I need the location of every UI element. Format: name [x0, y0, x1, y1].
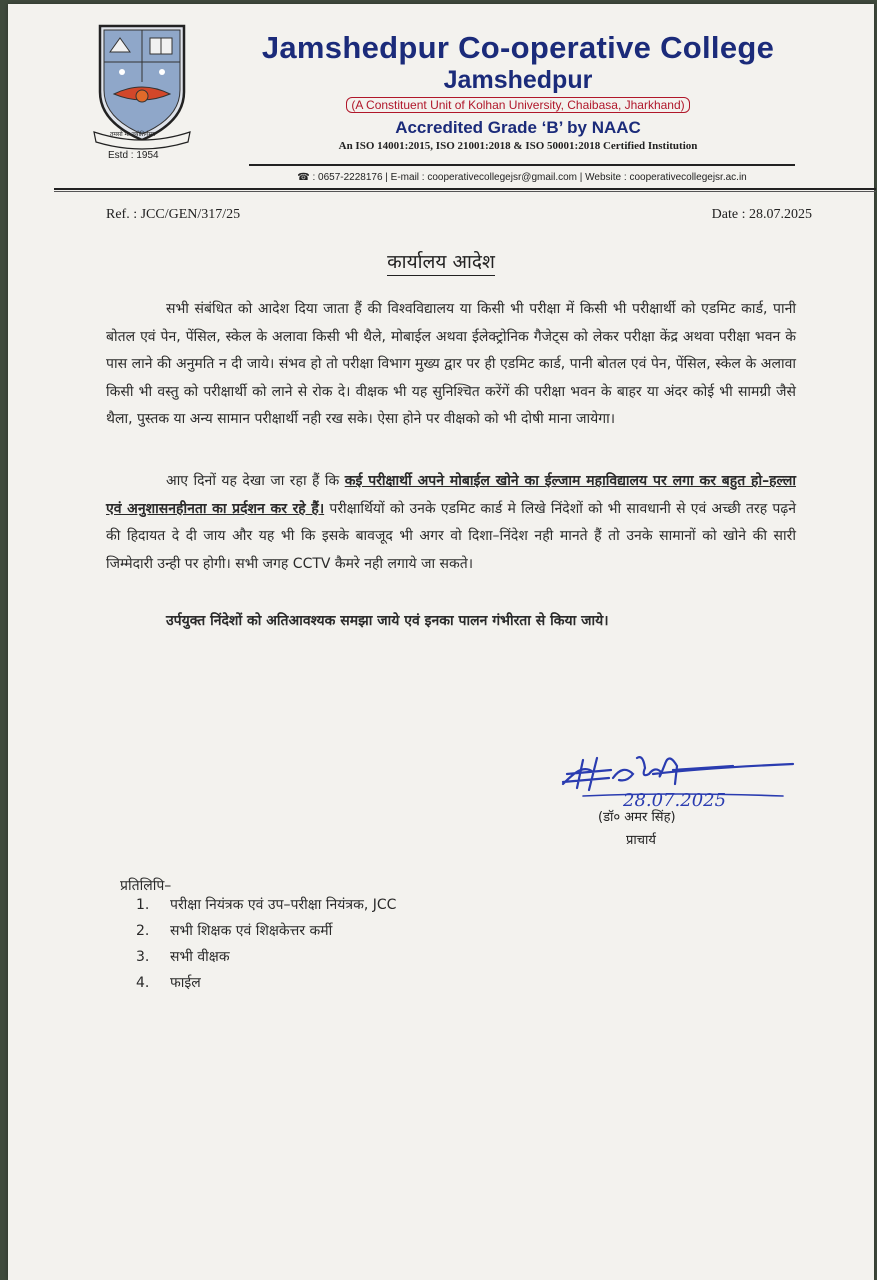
paragraph-2-start: आए दिनों यह देखा जा रहा हैं कि — [166, 473, 345, 489]
copy-to-label: प्रतिलिपि– — [120, 878, 172, 894]
letterhead-title-block — [248, 30, 788, 152]
established-year: Estd : 1954 — [108, 150, 159, 161]
paragraph-3: उर्पयुक्त निंदेशों को अतिआवश्यक समझा जाये एवं इनका पालन गंभीरता से किया जाये। — [166, 613, 609, 629]
order-heading — [8, 248, 874, 274]
iso-certification-text: An ISO 14001:2015, ISO 21001:2018 & ISO 50001:2018 Certified Institution — [338, 140, 698, 152]
letter-page — [8, 4, 874, 1280]
order-heading-text: कार्यालय आदेश — [387, 251, 495, 276]
logo-motto: तमसो मा ज्योतिर्गमय — [110, 131, 156, 138]
signature-image — [553, 744, 803, 814]
college-name: Jamshedpur Co-operative College — [261, 30, 775, 65]
list-item: 2. सभी शिक्षक एवं शिक्षकेत्तर कर्मी — [136, 923, 333, 939]
accreditation-text: Accredited Grade ‘B’ by NAAC — [395, 118, 641, 137]
svg-text:28.07.2025: 28.07.2025 — [623, 790, 727, 811]
college-city: Jamshedpur — [443, 66, 593, 94]
list-item: 4. फाईल — [136, 975, 201, 991]
list-item: 3. सभी वीक्षक — [136, 949, 230, 965]
copy-to-list — [136, 892, 396, 996]
paragraph-2 — [106, 468, 796, 578]
letterhead-rule-thin — [54, 191, 876, 192]
reference-number: Ref. : JCC/GEN/317/25 — [106, 207, 241, 222]
letter-date: Date : 28.07.2025 — [711, 207, 812, 222]
paragraph-2-highlight: कई परीक्षार्थी अपने मोबाईल खोने का ईल्जाम महाविद्यालय पर लगा कर बहुत हो–हल्ला एवं अनुशासनहीनता का प्रर्दशन कर रहे हैं। — [106, 473, 796, 517]
header-divider — [249, 164, 795, 166]
paragraph-2-end: परीक्षार्थियों को उनके एडमिट कार्ड मे लिखे निंदेशों को भी सावधानी से एवं अच्छी तरह पढ़ने की हिदायत दे दी जाय और यह भी कि इसके बावजूद भी अगर वो दिशा–निंदेश नही मानते हैं तो उनके सामानों को खोने की सारी जिम्मेदारी उन्ही पर होगी। सभी जगह CCTV कैमरे नही लगाये जा सकते। — [106, 500, 796, 572]
letterhead-rule — [54, 188, 876, 190]
signatory-name: (डॉ० अमर सिंह) — [598, 810, 676, 825]
contact-line: ☎ : 0657-2228176 | E-mail : cooperativecollegejsr@gmail.com | Website : cooperativecollegejsr.ac.in — [297, 172, 747, 183]
list-item: 1. परीक्षा नियंत्रक एवं उप–परीक्षा नियंत्रक, JCC — [136, 897, 397, 913]
constituent-unit-text: (A Constituent Unit of Kolhan University, Chaibasa, Jharkhand) — [346, 97, 689, 113]
signatory-designation: प्राचार्य — [626, 833, 656, 848]
paragraph-1: सभी संबंधित को आदेश दिया जाता हैं की विश्वविद्यालय या किसी भी परीक्षा में किसी भी परीक्षार्थी को एडमिट कार्ड, पानी बोतल एवं पेन, पेंसिल, स्केल के अलावा किसी भी थैले, मोबाईल अथवा ईलेक्ट्रोनिक गैजेट्स को लेकर परीक्षा केंद्र अथवा परीक्षा भवन के पास लाने की अनुमति न दी जाये। संभव हो तो परीक्षा विभाग मुख्य द्वार पर ही एडमिट कार्ड, पानी बोतल एवं पेन, पेंसिल, स्केल के अलावा किसी भी वस्तु को परीक्षार्थी को लाने से रोक दे। वीक्षक भी यह सुनिश्चित करेंगें की परीक्षा भवन के बाहर या अंदर कोई भी सामग्री जैसे थैला, पुस्तक या अन्य सामान परीक्षार्थी नही रख सके। ऐसा होने पर वीक्षको को भी दोषी माना जायेगा। — [106, 301, 796, 427]
